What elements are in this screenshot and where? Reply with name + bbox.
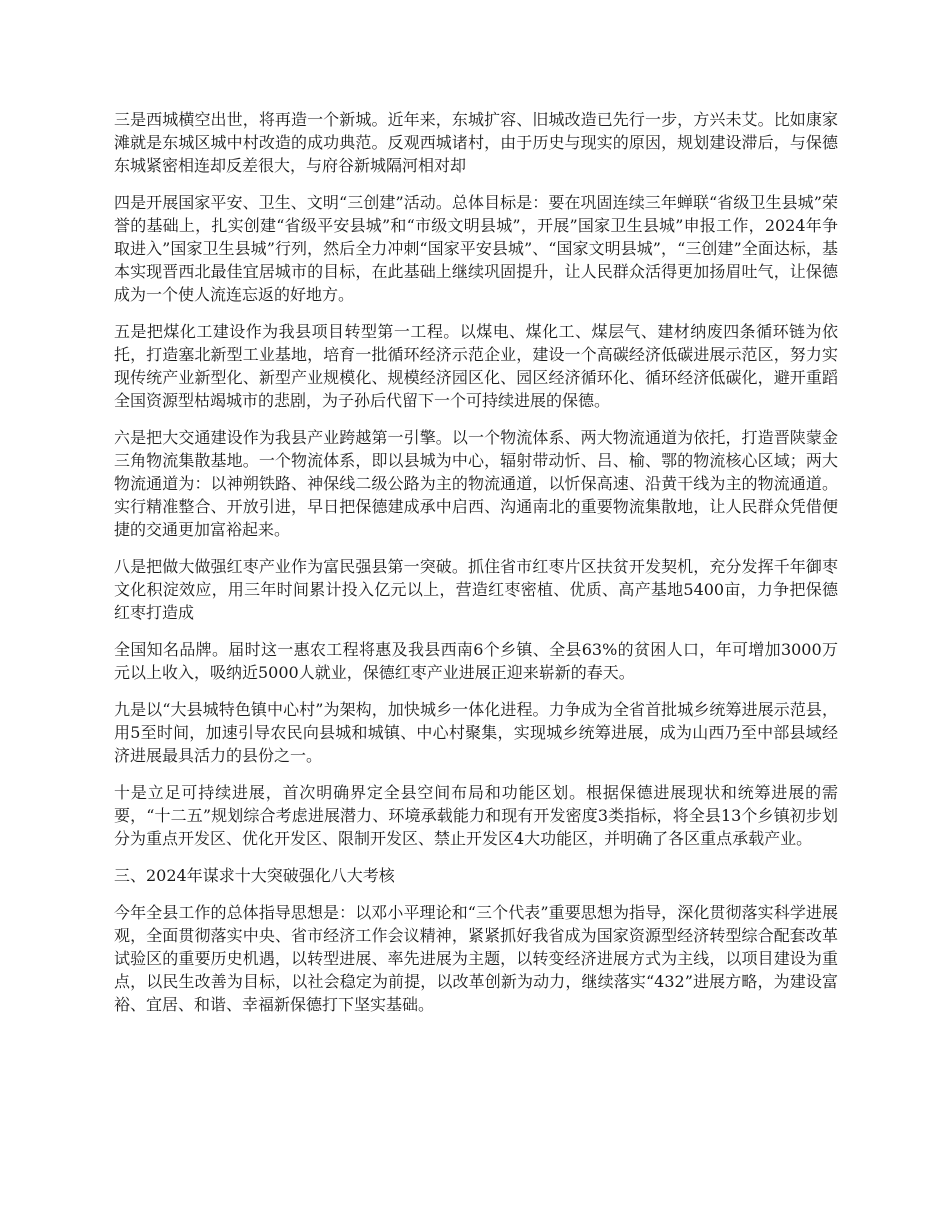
paragraph-three-creations: 四是开展国家平安、卫生、文明“三创建”活动。总体目标是：要在巩固连续三年蝉联“省级卫生县城”荣誉的基础上，扎实创建“省级平安县城”和“市级文明县城”，开展”国家卫生县城”申报工作，2024年争取进入”国家卫生县城”行列，然后全力冲刺“国家平安县城”、“国家文明县城”，“三创建”全面达标，基本实现晋西北最佳宜居城市的目标，在此基础上继续巩固提升，让人民群众活得更加扬眉吐气，让保德成为一个使人流连忘返的好地方。 — [114, 193, 838, 304]
paragraph-west-city: 三是西城横空出世，将再造一个新城。近年来，东城扩容、旧城改造已先行一步，方兴未艾。比如康家滩就是东城区城中村改造的成功典范。反观西城诸村，由于历史与现实的原因，规划建设滞后，与保德东城紧密相连却反差很大，与府谷新城隔河相对却 — [114, 110, 838, 175]
paragraph-coal-chemical: 五是把煤化工建设作为我县项目转型第一工程。以煤电、煤化工、煤层气、建材纳废四条循环链为依托，打造塞北新型工业基地，培育一批循环经济示范企业，建设一个高碳经济低碳进展示范区，努力实现传统产业新型化、新型产业规模化、规模经济园区化、园区经济循环化、循环经济低碳化，避开重蹈全国资源型枯竭城市的悲剧，为子孙后代留下一个可持续进展的保德。 — [114, 322, 838, 410]
paragraph-red-jujube: 八是把做大做强红枣产业作为富民强县第一突破。抓住省市红枣片区扶贫开发契机，充分发挥千年御枣文化积淀效应，用三年时间累计投入亿元以上，营造红枣密植、优质、高产基地5400亩，力争把保德红枣打造成 — [114, 557, 838, 622]
paragraph-guiding-ideology: 今年全县工作的总体指导思想是：以邓小平理论和“三个代表”重要思想为指导，深化贯彻落实科学进展观，全面贯彻落实中央、省市经济工作会议精神，紧紧抓好我省成为国家资源型经济转型综合配套改革试验区的重要历史机遇，以转型进展、率先进展为主题，以转变经济进展方式为主线，以项目建设为重点，以民生改善为目标，以社会稳定为前提，以改革创新为动力，继续落实“432”进展方略，为建设富裕、宜居、和谐、幸福新保德打下坚实基础。 — [114, 903, 838, 1014]
paragraph-urban-rural: 九是以“大县城特色镇中心村”为架构，加快城乡一体化进程。力争成为全省首批城乡统筹进展示范县，用5至时间，加速引导农民向县城和城镇、中心村聚集，实现城乡统筹进展，成为山西乃至中部县域经济进展最具活力的县份之一。 — [114, 700, 838, 765]
section-heading: 三、2024年谋求十大突破强化八大考核 — [114, 866, 395, 885]
paragraph-transportation: 六是把大交通建设作为我县产业跨越第一引擎。以一个物流体系、两大物流通道为依托，打造晋陕蒙金三角物流集散基地。一个物流体系，即以县城为中心，辐射带动忻、吕、榆、鄂的物流核心区域；两大物流通道为：以神朔铁路、神保线二级公路为主的物流通道，以忻保高速、沿黄干线为主的物流通道。实行精准整合、开放引进，早日把保德建成承中启西、沟通南北的重要物流集散地，让人民群众凭借便捷的交通更加富裕起来。 — [114, 428, 838, 539]
paragraph-functional-zoning: 十是立足可持续进展，首次明确界定全县空间布局和功能区划。根据保德进展现状和统筹进展的需要，“十二五”规划综合考虑进展潜力、环境承载能力和现有开发密度3类指标，将全县13个乡镇初步划分为重点开发区、优化开发区、限制开发区、禁止开发区4大功能区，并明确了各区重点承载产业。 — [114, 783, 838, 848]
paragraph-jujube-brand: 全国知名品牌。届时这一惠农工程将惠及我县西南6个乡镇、全县63%的贫困人口，年可增加3000万元以上收入，吸纳近5000人就业，保德红枣产业进展正迎来崭新的春天。 — [114, 640, 838, 682]
